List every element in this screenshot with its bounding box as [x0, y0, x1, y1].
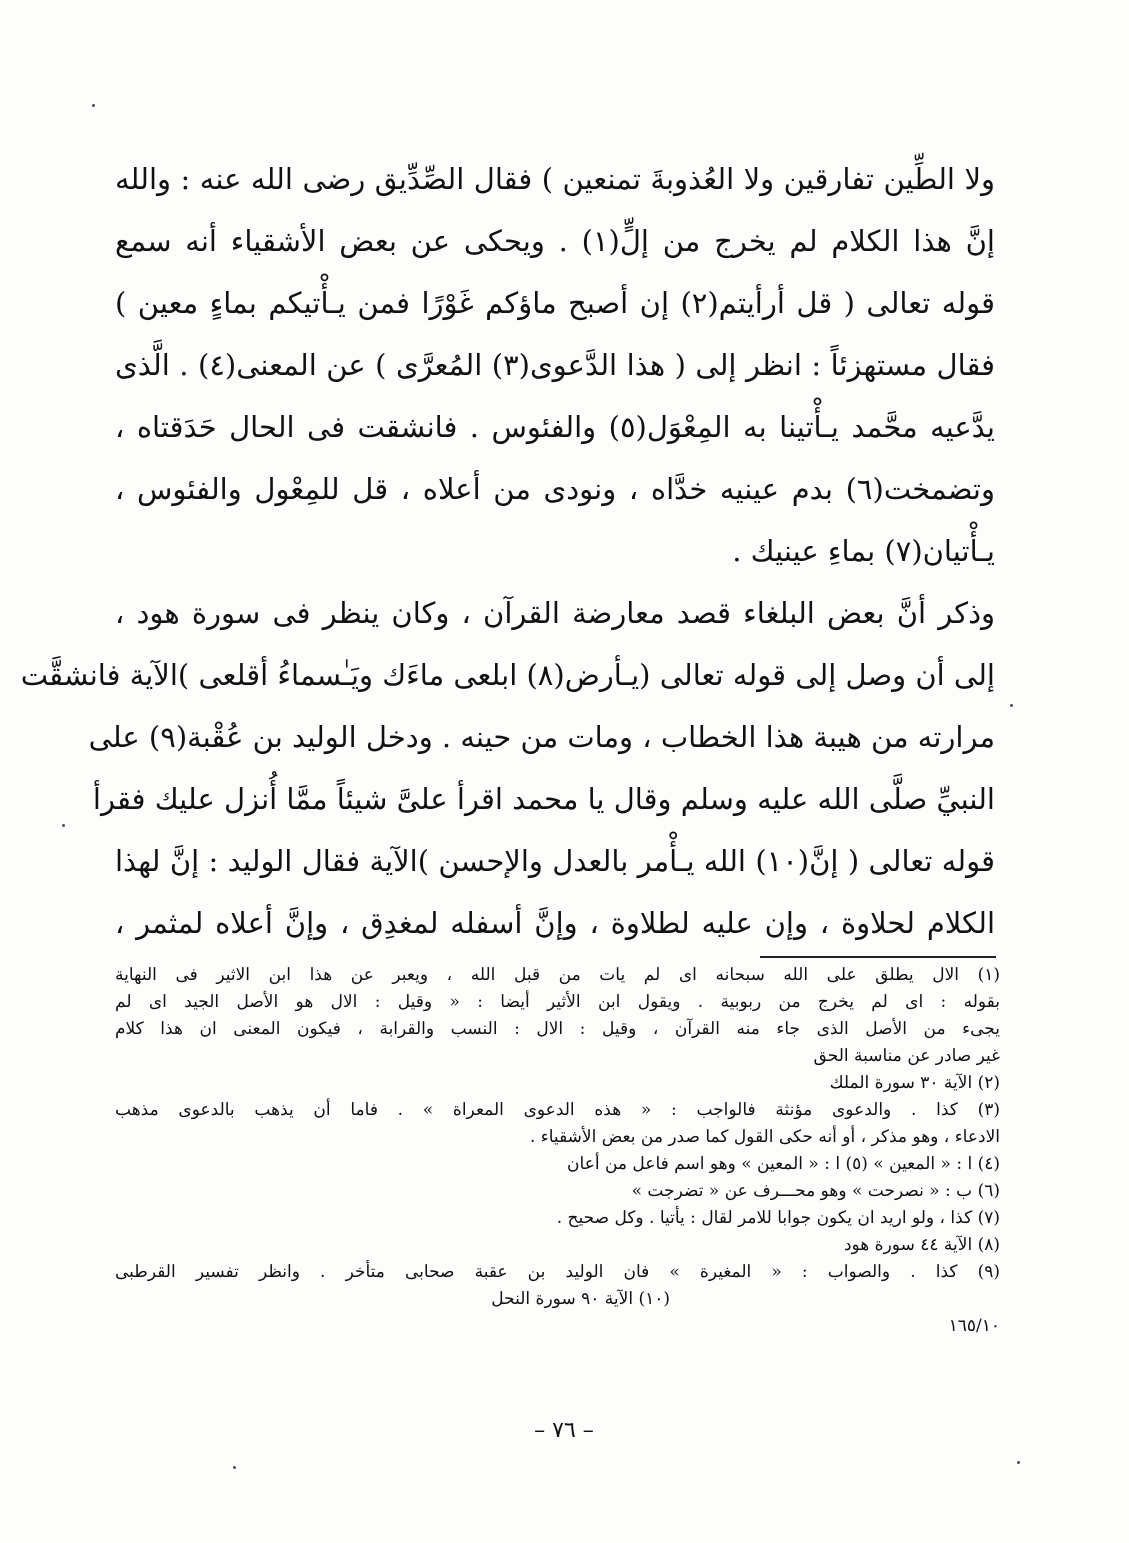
text-line: إلى أن وصل إلى قوله تعالى (يـأرض(٨) ابلعى ماءَك ويَـٰسماءُ أقلعى )الآية فانشقَّت [20, 658, 995, 692]
speck [233, 1466, 236, 1469]
footnote-line: (١٠) الآية ٩٠ سورة النحل [491, 1289, 670, 1309]
text-line: الكلام لحلاوة ، وإن عليه لطلاوة ، وإنَّ أسفله لمغدِق ، وإنَّ أعلاه لمثمر ، [115, 906, 995, 940]
footnote-line: يجىء من الأصل الذى جاء منه القرآن ، وقيل : الال : النسب والقرابة ، فيكون المعنى ان هذا كلام [115, 1019, 1000, 1039]
footnote-line: (١) الال يطلق على الله سبحانه اى لم يات من قبل الله ، ويعبر عن هذا ابن الاثير فى النهاية [115, 965, 1000, 985]
text-line: إنَّ هذا الكلام لم يخرج من إلٍّ(١) . ويحكى عن بعض الأشقياء أنه سمع [115, 224, 995, 258]
text-line: فقال مستهزئاً : انظر إلى ( هذا الدَّعوى(٣) المُعرَّى ) عن المعنى(٤) . الَّذى [115, 348, 995, 382]
text-line: وذكر أنَّ بعض البلغاء قصد معارضة القرآن ، وكان ينظر فى سورة هود ، [115, 596, 995, 630]
footnote-separator [760, 956, 996, 958]
footnote-line: (٤) ا : « المعين » (٥) ا : « المعين » وهو اسم فاعل من أعان [567, 1154, 1000, 1174]
speck [1010, 704, 1013, 707]
footnote-line: (٩) كذا . والصواب : « المغيرة » فان الوليد بن عقبة صحابى متأخر . وانظر تفسير القرطبى [115, 1262, 1000, 1282]
text-line: مرارته من هيبة هذا الخطاب ، ومات من حينه . ودخل الوليد بن عُقْبة(٩) على [88, 720, 995, 754]
text-line: يدَّعيه محَّمد يـأْتينا به المِعْوَل(٥) والفئوس . فانشقت فى الحال حَدَقتاه ، [115, 410, 995, 444]
text-line: يـأْتيان(٧) بماءِ عينيك . [732, 534, 995, 568]
speck [62, 824, 65, 827]
footnote-line: (٣) كذا . والدعوى مؤنثة فالواجب : « هذه الدعوى المعراة » . فاما أن يذهب بالدعوى مذهب [115, 1100, 1000, 1120]
footnotes [115, 962, 1000, 1340]
footnote-line: ١٦٥/١٠ [948, 1316, 1000, 1336]
text-line: قوله تعالى ( إنَّ(١٠) الله يـأْمر بالعدل والإحسن )الآية فقال الوليد : إنَّ لهذا [115, 844, 995, 878]
speck [92, 104, 95, 107]
text-line: النبيِّ صلَّى الله عليه وسلم وقال يا محمد اقرأ علىَّ شيئاً ممَّا أُنزل عليك فقرأ [92, 782, 995, 816]
text-line: قوله تعالى ( قل أرأيتم(٢) إن أصبح ماؤكم غَوْرًا فمن يـأْتيكم بماءٍ معين ) [115, 286, 995, 320]
footnote-line: الادعاء ، وهو مذكر ، أو أنه حكى القول كما صدر من بعض الأشقياء . [529, 1127, 1000, 1147]
text-line: وتضمخت(٦) بدم عينيه خدَّاه ، ونودى من أعلاه ، قل للمِعْول والفئوس ، [115, 472, 995, 506]
speck [1017, 1461, 1020, 1464]
footnote-line: (٨) الآية ٤٤ سورة هود [843, 1235, 1000, 1255]
text-line: ولا الطِّين تفارقين ولا العُذوبةَ تمنعين ) فقال الصِّدِّيق رضى الله عنه : والله [115, 162, 995, 196]
page-number: – ٧٦ – [534, 1418, 594, 1443]
footnote-line: (٧) كذا ، ولو اريد ان يكون جوابا للامر لقال : يأتيا . وكل صحيح . [556, 1208, 1000, 1228]
footnote-line: بقوله : اى لم يخرج من ربوبية . ويقول ابن الأثير أيضا : « وقيل : الال هو الأصل الجيد اى لم [115, 992, 1000, 1012]
footnote-line: غير صادر عن مناسبة الحق [813, 1046, 1000, 1066]
main-text [20, 148, 995, 954]
footnote-line: (٢) الآية ٣٠ سورة الملك [829, 1073, 1000, 1093]
footnote-line: (٦) ب : « نصرحت » وهو محـــرف عن « تضرجت » [631, 1181, 1000, 1201]
